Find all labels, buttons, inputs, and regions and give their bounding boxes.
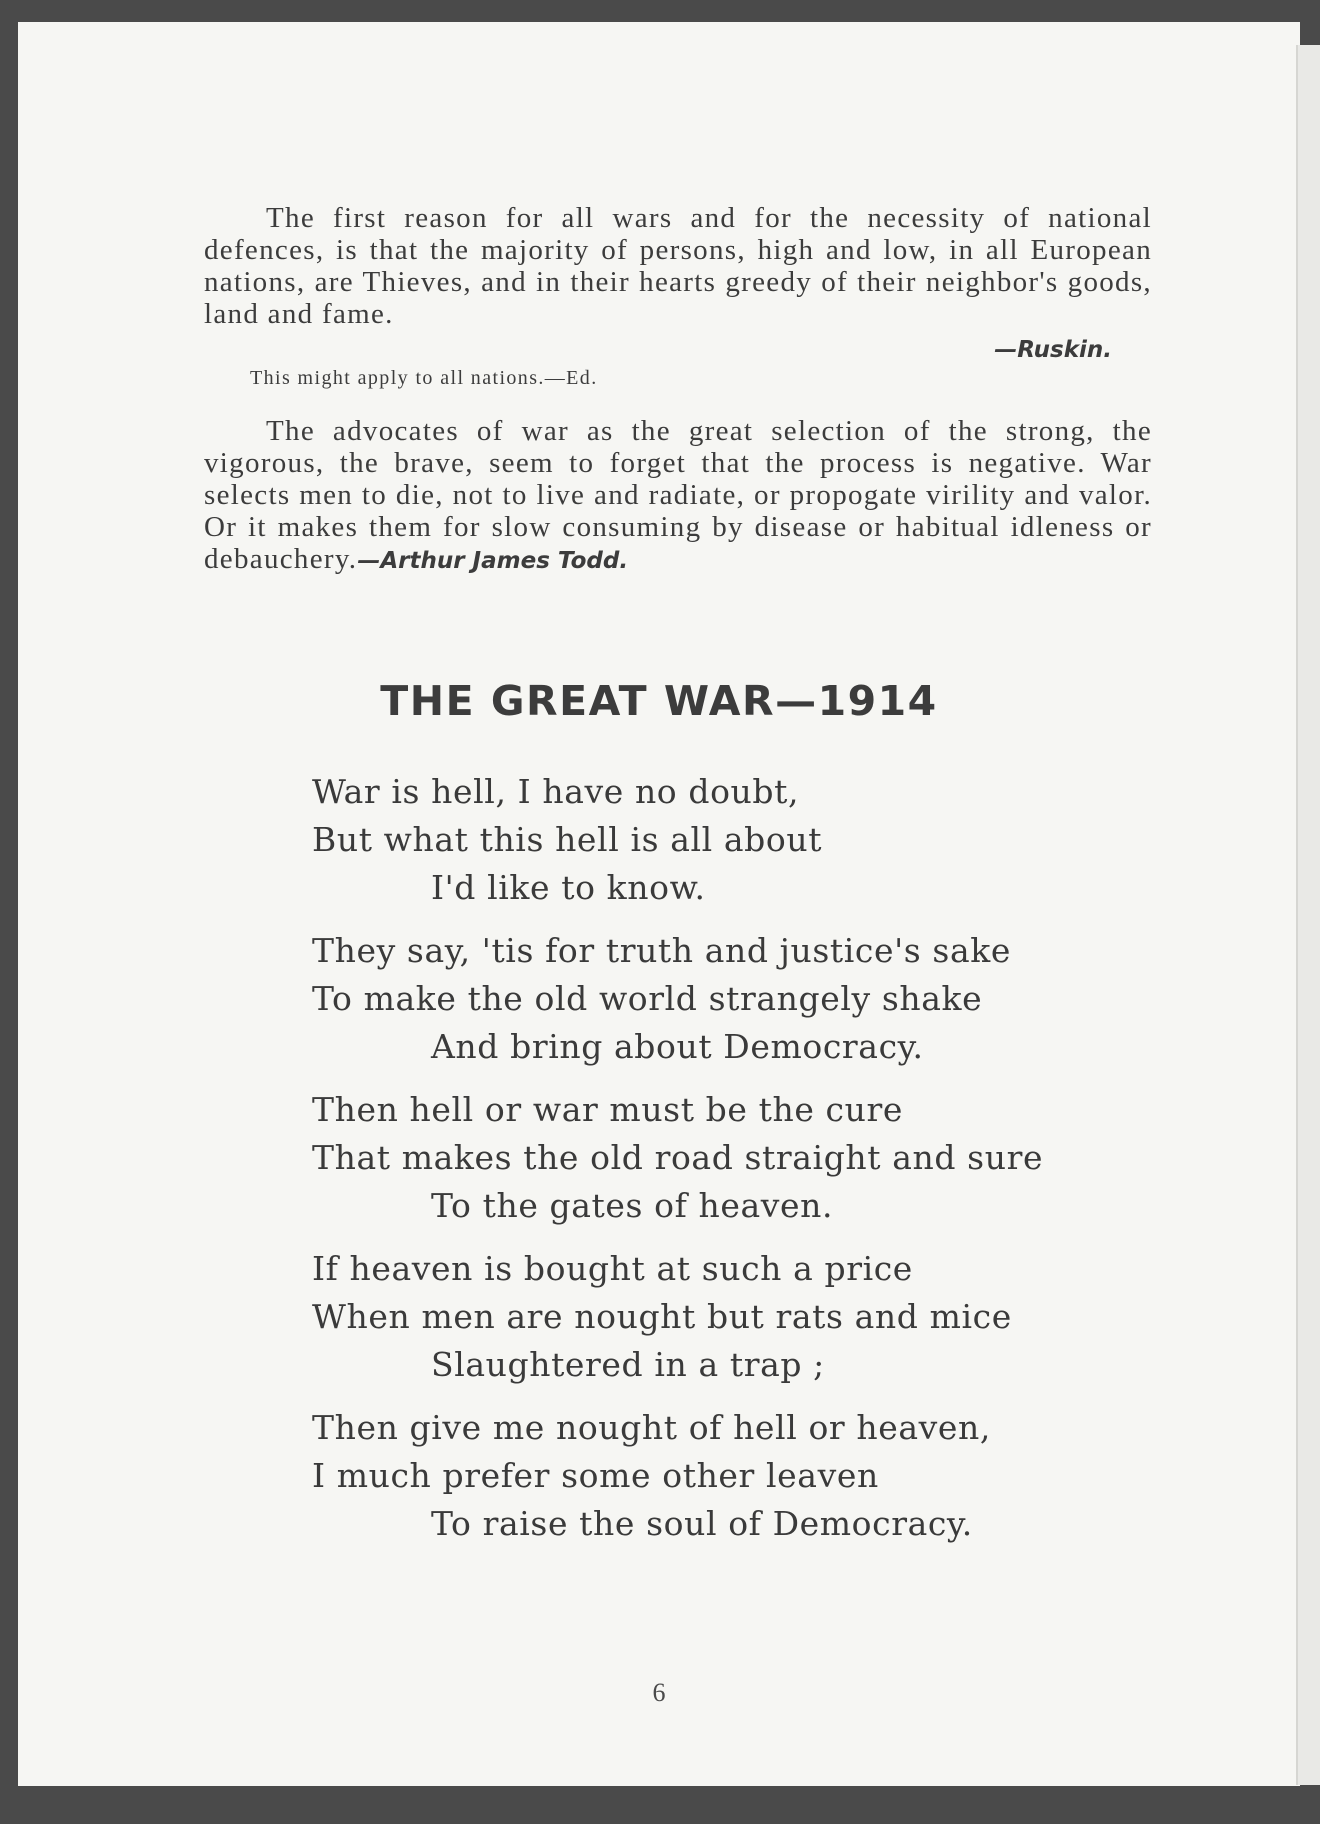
todd-quote-text: The advocates of war as the great selection of the strong, the vigorous, the brave, seem to forget that the process is negative. War selects men to die, not to live and radiate, or propogate virility and valor. Or it makes them for slow consuming by disease or habitual idleness or debauchery. <box>204 415 1152 575</box>
ruskin-attribution: —Ruskin. <box>994 337 1112 363</box>
poem-stanza-2 <box>312 927 1132 1071</box>
poem-line: Then hell or war must be the cure <box>312 1090 903 1129</box>
poem-refrain-line: To the gates of heaven. <box>431 1186 834 1225</box>
page-number: 6 <box>652 1678 666 1707</box>
poem-stanza-4 <box>312 1245 1132 1389</box>
poem-title: THE GREAT WAR—1914 <box>380 677 938 725</box>
todd-quote <box>204 415 1152 577</box>
ruskin-quote <box>204 202 1152 330</box>
poem-refrain-line: I'd like to know. <box>431 868 706 907</box>
todd-attribution: —Arthur James Todd. <box>357 548 629 574</box>
poem-stanza-5 <box>312 1404 1132 1548</box>
poem-stanza-1 <box>312 768 1132 912</box>
poem-stanza-3 <box>312 1086 1132 1230</box>
editor-note: This might apply to all nations.—Ed. <box>250 367 598 389</box>
poem-line: Then give me nought of hell or heaven, <box>312 1408 991 1447</box>
facing-page-edge <box>1296 45 1320 1785</box>
todd-quote-paragraph <box>204 415 1152 577</box>
poem-refrain-line: To raise the soul of Democracy. <box>431 1504 973 1543</box>
poem-line: To make the old world strangely shake <box>312 979 983 1018</box>
ruskin-quote-text: The first reason for all wars and for the necessity of national defences, is that the majority of persons, high and low, in all European nations, are Thieves, and in their hearts greedy of their neighbor's goods, land and fame. <box>204 202 1152 330</box>
poem-line: I much prefer some other leaven <box>312 1456 879 1495</box>
poem-line: They say, 'tis for truth and justice's sake <box>312 931 1011 970</box>
poem-refrain-line: And bring about Democracy. <box>431 1027 924 1066</box>
poem-line: When men are nought but rats and mice <box>312 1297 1012 1336</box>
poem-refrain-line: Slaughtered in a trap ; <box>431 1345 825 1384</box>
poem-line: If heaven is bought at such a price <box>312 1249 913 1288</box>
document-page <box>18 22 1300 1786</box>
poem-line: War is hell, I have no doubt, <box>312 772 800 811</box>
poem-line: That makes the old road straight and sure <box>312 1138 1044 1177</box>
poem-line: But what this hell is all about <box>312 820 823 859</box>
poem <box>312 768 1132 1563</box>
